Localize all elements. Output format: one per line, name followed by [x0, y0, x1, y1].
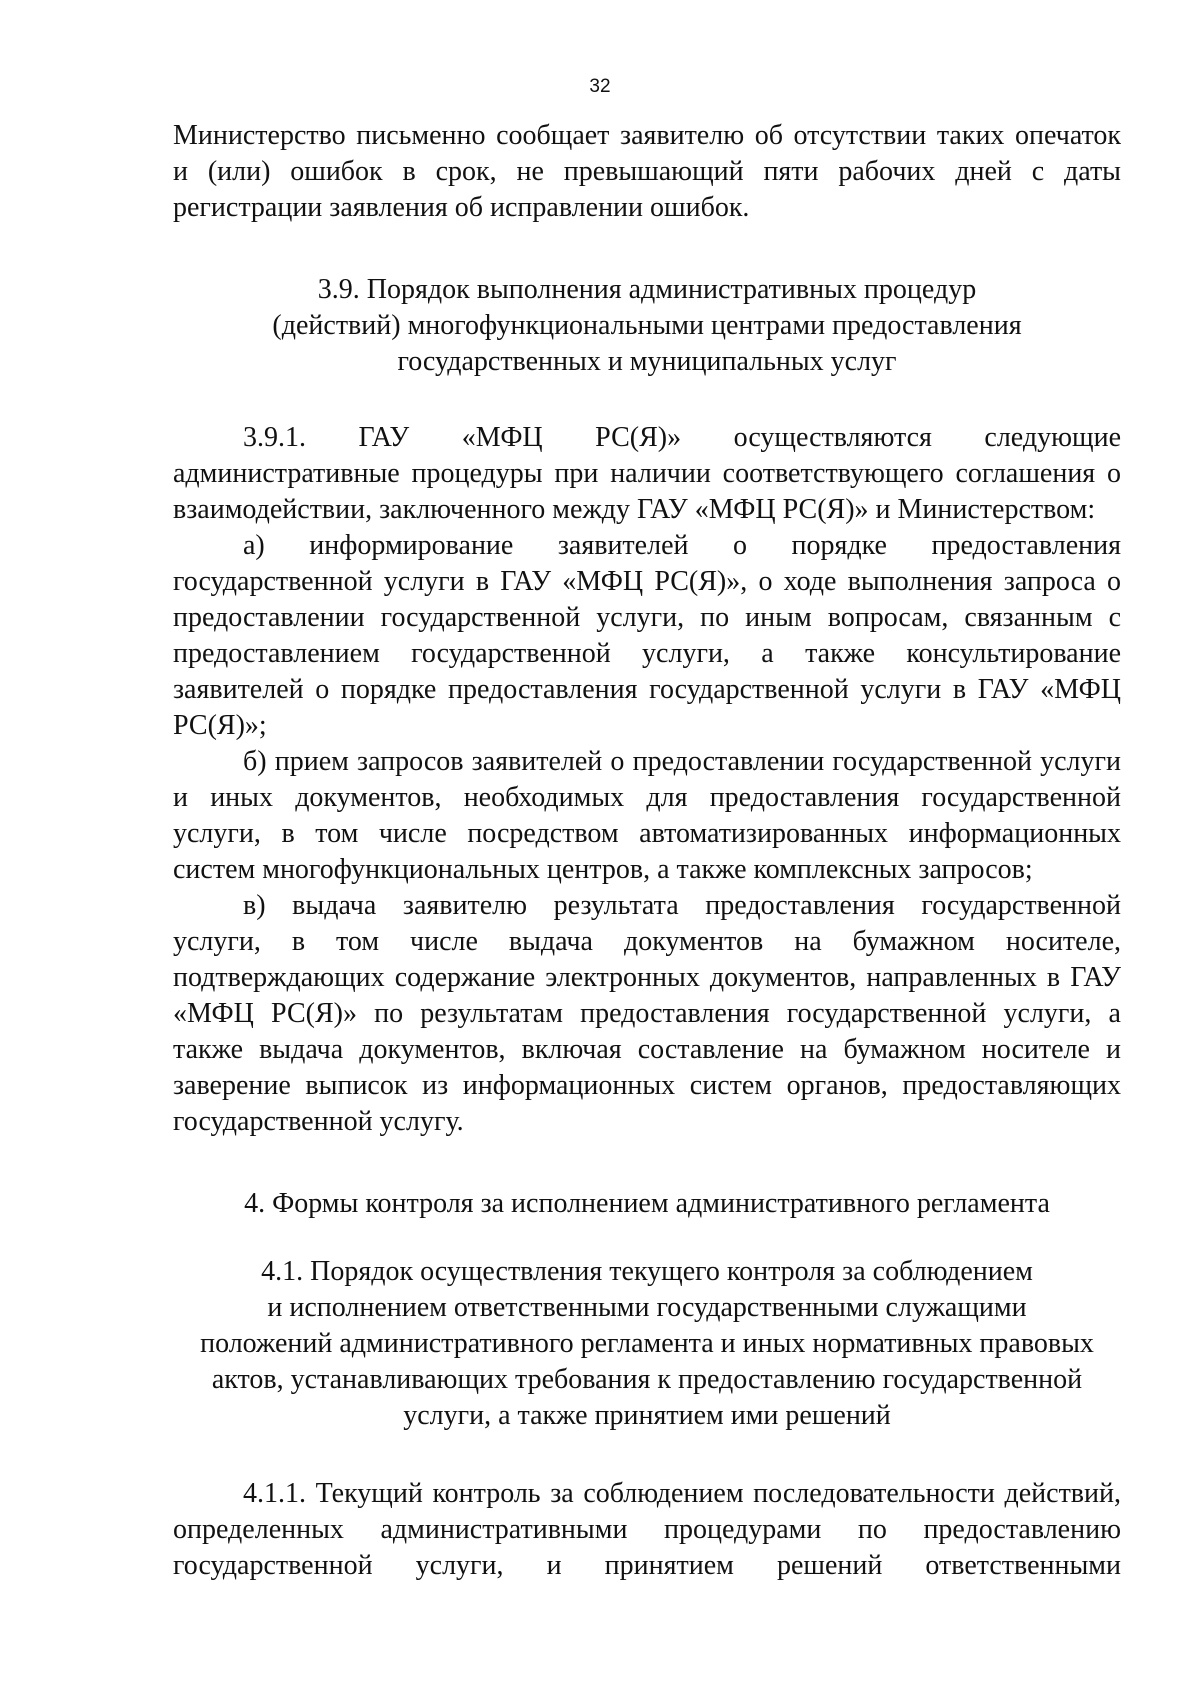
text-line: предоставлением государственной услуги, а также консультирование	[173, 638, 1121, 669]
page-number: 32	[589, 76, 611, 97]
text-line: Министерство письменно сообщает заявителю об отсутствии таких опечаток	[173, 120, 1121, 151]
text-line: 4.1.1. Текущий контроль за соблюдением последовательности действий,	[243, 1478, 1121, 1509]
text-line: предоставлении государственной услуги, по иным вопросам, связанным с	[173, 602, 1121, 633]
text-line: и (или) ошибок в срок, не превышающий пяти рабочих дней с даты	[173, 156, 1121, 187]
section-heading-line: 3.9. Порядок выполнения административных процедур	[317, 274, 977, 305]
subsection-heading-line: актов, устанавливающих требования к предоставлению государственной	[211, 1364, 1083, 1395]
text-line: также выдача документов, включая составление на бумажном носителе и	[173, 1034, 1121, 1065]
text-line: в) выдача заявителю результата предоставления государственной	[243, 890, 1121, 921]
chapter-heading: 4. Формы контроля за исполнением административного регламента	[244, 1188, 1050, 1219]
text-line: взаимодействии, заключенного между ГАУ «МФЦ РС(Я)» и Министерством:	[173, 494, 1096, 525]
text-line: административные процедуры при наличии соответствующего соглашения о	[173, 458, 1121, 489]
section-heading-line: государственных и муниципальных услуг	[397, 346, 897, 377]
text-line: «МФЦ РС(Я)» по результатам предоставления государственной услуги, а	[173, 998, 1121, 1029]
text-line: заявителей о порядке предоставления государственной услуги в ГАУ «МФЦ	[173, 674, 1121, 705]
text-line: подтверждающих содержание электронных документов, направленных в ГАУ	[173, 962, 1121, 993]
subsection-heading-line: и исполнением ответственными государственными служащими	[267, 1292, 1027, 1323]
text-line: б) прием запросов заявителей о предоставлении государственной услуги	[243, 746, 1121, 777]
text-line: и иных документов, необходимых для предоставления государственной	[173, 782, 1121, 813]
subsection-heading-line: положений административного регламента и иных нормативных правовых	[200, 1328, 1094, 1359]
text-line: РС(Я)»;	[173, 710, 267, 741]
text-line: регистрации заявления об исправлении ошибок.	[173, 192, 750, 223]
text-line: заверение выписок из информационных систем органов, предоставляющих	[173, 1070, 1121, 1101]
text-line: услуги, в том числе выдача документов на бумажном носителе,	[173, 926, 1121, 957]
subsection-heading-line: 4.1. Порядок осуществления текущего контроля за соблюдением	[261, 1256, 1033, 1287]
text-line: услуги, в том числе посредством автоматизированных информационных	[173, 818, 1121, 849]
text-line: государственной услуги, и принятием решений ответственными	[173, 1550, 1121, 1581]
text-line: а) информирование заявителей о порядке предоставления	[243, 530, 1121, 561]
text-line: государственной услуги в ГАУ «МФЦ РС(Я)», о ходе выполнения запроса о	[173, 566, 1121, 597]
section-heading-line: (действий) многофункциональными центрами предоставления	[272, 310, 1022, 341]
text-line: государственной услугу.	[173, 1106, 464, 1137]
text-line: систем многофункциональных центров, а также комплексных запросов;	[173, 854, 1033, 885]
text-line: определенных административными процедурами по предоставлению	[173, 1514, 1121, 1545]
subsection-heading-line: услуги, а также принятием ими решений	[403, 1400, 891, 1431]
text-line: 3.9.1. ГАУ «МФЦ РС(Я)» осуществляются следующие	[243, 422, 1121, 453]
